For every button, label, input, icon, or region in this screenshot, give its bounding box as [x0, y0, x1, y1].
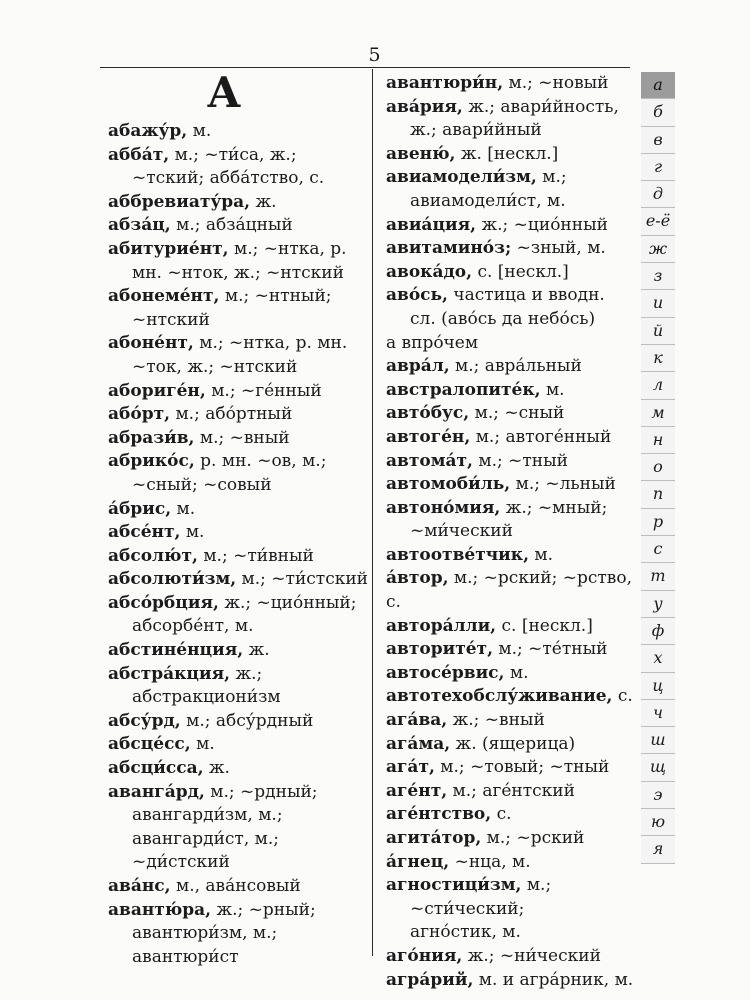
dictionary-entry: [108, 191, 370, 215]
dictionary-entry: [386, 945, 634, 969]
dictionary-entry: [386, 96, 634, 120]
dictionary-entry: [108, 899, 370, 923]
thumb-tab-20: у: [641, 591, 675, 618]
entry-headword: абсолюти́зм,: [108, 569, 237, 590]
entry-headword: ага́ма,: [386, 733, 451, 754]
dictionary-entry: [108, 474, 370, 498]
entry-headword: агита́тор,: [386, 828, 482, 848]
entry-headword: абрико́с,: [108, 451, 195, 472]
entry-definition: авантюри́зм, м.;: [132, 923, 278, 944]
entry-definition: авиамодели́ст, м.: [410, 190, 566, 211]
entry-definition: м.; ~ге́нный: [205, 380, 322, 401]
entry-headword: авиамодели́зм,: [386, 167, 537, 188]
thumb-tab-25: ш: [641, 727, 675, 754]
dictionary-entry: [108, 710, 370, 734]
entry-headword: автоге́н,: [386, 426, 471, 447]
dictionary-entry: [386, 190, 634, 214]
thumb-tab-22: х: [641, 645, 675, 672]
entry-headword: автома́т,: [386, 450, 473, 471]
entry-definition: ж.; ~рный;: [211, 899, 316, 920]
dictionary-entry: [108, 332, 370, 356]
entry-headword: абитурие́нт,: [108, 238, 229, 259]
dictionary-entry: [108, 144, 370, 168]
entry-headword: авока́до,: [386, 261, 473, 282]
thumb-tab-4: г: [641, 154, 675, 181]
dictionary-entry: [108, 568, 370, 592]
entry-definition: м.; ~рский; ~рство, с.: [386, 568, 633, 613]
dictionary-entry: [386, 544, 634, 568]
thumb-tab-6: е-ё: [641, 208, 675, 235]
thumb-tab-10: й: [641, 318, 675, 345]
entry-definition: ж.; авари́йность,: [462, 96, 619, 117]
entry-headword: а́гнец,: [386, 851, 450, 872]
dictionary-entry: [108, 498, 370, 522]
entry-definition: авантюри́ст: [132, 946, 239, 967]
entry-headword: абза́ц,: [108, 215, 171, 236]
entry-headword: абсолю́т,: [108, 545, 198, 566]
entry-headword: агра́рий,: [386, 969, 474, 990]
thumb-tab-26: щ: [641, 754, 675, 781]
entry-headword: аванга́рд,: [108, 781, 205, 802]
entry-headword: аге́нтство,: [386, 804, 492, 825]
entry-headword: авантюри́н,: [386, 73, 504, 93]
entry-definition: авангарди́ст, м.;: [132, 828, 279, 849]
entry-definition: м.; ~рский: [481, 828, 585, 848]
entry-headword: авеню́,: [386, 143, 456, 164]
entry-headword: автосе́рвис,: [386, 662, 505, 683]
dictionary-entry: [108, 663, 370, 687]
entry-definition: ж.;: [230, 663, 263, 684]
dictionary-entry: [386, 119, 634, 143]
dictionary-entry: [386, 898, 634, 922]
dictionary-entry: [386, 261, 634, 285]
dictionary-entry: [108, 356, 370, 380]
entry-definition: ~тский; абба́тство, с.: [132, 168, 325, 189]
right-column: [386, 72, 634, 992]
entry-definition: м.; ~рдный;: [204, 781, 318, 802]
dictionary-entry: [386, 426, 634, 450]
dictionary-entry: [386, 709, 634, 733]
dictionary-entry: [386, 567, 634, 614]
entry-headword: авра́л,: [386, 356, 450, 377]
entry-definition: абсорбе́нт, м.: [132, 616, 254, 637]
entry-definition: м.: [187, 121, 212, 141]
dictionary-entry: [386, 921, 634, 945]
entry-headword: авитамино́з;: [386, 238, 512, 259]
entry-definition: с. [нескл.]: [496, 615, 593, 636]
thumb-tab-17: р: [641, 509, 675, 536]
entry-definition: ж.; авари́йный: [410, 120, 542, 141]
dictionary-entry: [386, 379, 634, 403]
entry-headword: автоно́мия,: [386, 497, 501, 518]
dictionary-entry: [108, 757, 370, 781]
entry-headword: автора́лли,: [386, 615, 497, 636]
entry-headword: абоне́нт,: [108, 333, 194, 354]
thumb-tab-18: с: [641, 536, 675, 563]
dictionary-entry: [386, 851, 634, 875]
dictionary-entry: [108, 262, 370, 286]
thumb-tab-12: л: [641, 372, 675, 399]
entry-headword: а́брис,: [108, 498, 172, 519]
thumb-tab-8: з: [641, 263, 675, 290]
dictionary-entry: [108, 214, 370, 238]
entry-definition: м.: [171, 498, 196, 519]
entry-definition: м.; ~ти́вный: [197, 545, 314, 566]
dictionary-entry: [386, 284, 634, 308]
entry-headword: авто́бус,: [386, 403, 470, 424]
dictionary-entry: [108, 238, 370, 262]
dictionary-entry: [386, 520, 634, 544]
entry-definition: р. мн. ~ов, м.;: [194, 451, 327, 472]
dictionary-entry: [108, 686, 370, 710]
entry-definition: м.: [504, 662, 529, 683]
entry-definition: м.; абсу́рдный: [180, 710, 314, 731]
dictionary-entry: [386, 166, 634, 190]
entry-definition: ~ди́стский: [132, 852, 230, 873]
dictionary-entry: [386, 780, 634, 804]
thumb-tab-5: д: [641, 181, 675, 208]
entry-definition: м.; ~товый; ~тный: [434, 757, 610, 778]
entry-definition: абстракциони́зм: [132, 687, 281, 708]
dictionary-entry: [386, 803, 634, 827]
entry-definition: ~ми́ческий: [410, 521, 513, 542]
entry-headword: аге́нт,: [386, 780, 448, 801]
entry-definition: мн. ~нток, ж.; ~нтский: [132, 262, 344, 283]
entry-definition: ~нца, м.: [449, 851, 531, 872]
dictionary-entry: [108, 167, 370, 191]
dictionary-entry: [386, 638, 634, 662]
page-number: 5: [368, 44, 382, 66]
entry-definition: м.;: [521, 875, 552, 896]
dictionary-entry: [386, 355, 634, 379]
dictionary-entry: [386, 827, 634, 851]
entry-headword: абсо́рбция,: [108, 592, 219, 613]
entry-definition: м.: [190, 734, 215, 755]
dictionary-entry: [386, 874, 634, 898]
dictionary-entry: [386, 969, 634, 993]
dictionary-entry: [108, 592, 370, 616]
entry-definition: ж.: [243, 640, 270, 661]
entry-definition: м., ава́нсовый: [170, 876, 301, 896]
dictionary-entry: [386, 473, 634, 497]
entry-headword: ава́рия,: [386, 96, 463, 117]
entry-definition: сл. (аво́сь да небо́сь): [410, 308, 596, 329]
entry-definition: м.; ~ти́са, ж.;: [169, 144, 297, 165]
entry-definition: ~сный; ~совый: [132, 474, 272, 495]
entry-headword: абстра́кция,: [108, 663, 231, 684]
entry-headword: авиа́ция,: [386, 214, 477, 235]
dictionary-entry: [108, 403, 370, 427]
entry-headword: аббревиату́ра,: [108, 191, 251, 212]
entry-definition: м.; абза́цный: [170, 215, 293, 236]
entry-definition: м.; ~новый: [503, 73, 609, 93]
thumb-tab-7: ж: [641, 236, 675, 263]
dictionary-entry: [386, 143, 634, 167]
dictionary-entry: [108, 120, 370, 144]
left-column: [108, 68, 370, 969]
entry-headword: абрази́в,: [108, 427, 195, 448]
entry-headword: абонеме́нт,: [108, 286, 220, 307]
entry-definition: м.;: [536, 167, 567, 188]
thumb-tab-16: п: [641, 481, 675, 508]
entry-headword: або́рт,: [108, 404, 171, 425]
dictionary-entry: [108, 804, 370, 828]
dictionary-entry: [386, 237, 634, 261]
entry-headword: абстине́нция,: [108, 640, 244, 661]
entry-headword: автотехобслу́живание,: [386, 686, 613, 707]
entry-definition: а впро́чем: [386, 332, 479, 353]
column-divider: [372, 69, 373, 956]
entry-headword: ава́нс,: [108, 876, 171, 896]
entry-definition: частица и вводн.: [447, 285, 605, 306]
entry-definition: ж. [нескл.]: [455, 143, 559, 164]
dictionary-entry: [386, 615, 634, 639]
dictionary-entry: [108, 851, 370, 875]
entry-definition: ~сти́ческий;: [410, 898, 525, 919]
dictionary-entry: [108, 875, 370, 899]
entry-headword: абба́т,: [108, 144, 170, 165]
entry-definition: м.; ~ти́стский: [236, 569, 369, 590]
entry-definition: с.: [491, 804, 512, 825]
entry-headword: автоотве́тчик,: [386, 544, 529, 565]
dictionary-entry: [108, 427, 370, 451]
thumb-tab-14: н: [641, 427, 675, 454]
entry-definition: ж.; ~вный: [447, 710, 545, 731]
dictionary-entry: [108, 450, 370, 474]
entry-definition: м.; ~льный: [510, 474, 616, 495]
entry-definition: м.: [528, 544, 554, 565]
entry-definition: м.; автоге́нный: [470, 426, 612, 447]
thumb-tab-23: ц: [641, 673, 675, 700]
entry-definition: авангарди́зм, м.;: [132, 805, 283, 826]
entry-definition: м.; ~сный: [469, 403, 565, 424]
entry-definition: ж.; ~цио́нный: [476, 214, 608, 235]
entry-definition: агно́стик, м.: [410, 922, 521, 943]
entry-definition: с. [нескл.]: [472, 261, 569, 282]
entry-headword: абсе́нт,: [108, 522, 181, 543]
dictionary-entry: [386, 450, 634, 474]
entry-definition: м.; ~нтка, р. мн.: [193, 333, 348, 354]
entry-headword: абсци́сса,: [108, 758, 204, 779]
dictionary-entry: [108, 946, 370, 970]
thumb-tab-19: т: [641, 563, 675, 590]
dictionary-entry: [108, 922, 370, 946]
dictionary-entry: [108, 309, 370, 333]
entry-definition: м.; ~тный: [472, 450, 568, 471]
entry-headword: автомоби́ль,: [386, 474, 511, 495]
dictionary-entry: [108, 521, 370, 545]
entry-definition: м. и агра́рник, м.: [473, 969, 634, 990]
letter-heading: А: [206, 68, 242, 117]
entry-headword: абсце́сс,: [108, 734, 191, 755]
entry-headword: австралопите́к,: [386, 379, 541, 400]
thumb-tab-1: а: [641, 72, 675, 99]
entry-definition: ~зный, м.: [511, 238, 606, 259]
entry-headword: ага́т,: [386, 757, 435, 778]
entry-headword: а́втор,: [386, 568, 449, 589]
dictionary-entry: [386, 402, 634, 426]
entry-definition: с.: [612, 686, 633, 707]
entry-headword: агностици́зм,: [386, 875, 522, 896]
entry-headword: абсу́рд,: [108, 710, 181, 731]
entry-definition: м.; ~нтный;: [219, 286, 332, 307]
entry-definition: ж. (ящерица): [450, 733, 576, 754]
thumb-tab-15: о: [641, 454, 675, 481]
thumb-tab-24: ч: [641, 700, 675, 727]
dictionary-entry: [386, 308, 634, 332]
entry-definition: м.: [180, 522, 205, 543]
thumb-tab-29: я: [641, 836, 675, 863]
dictionary-entry: [386, 332, 634, 356]
dictionary-entry: [386, 756, 634, 780]
dictionary-entry: [386, 685, 634, 709]
entry-definition: ж.; ~мный;: [500, 497, 608, 518]
entry-definition: ж.: [203, 758, 230, 779]
entry-definition: м.; авра́льный: [449, 356, 582, 377]
entry-headword: абориге́н,: [108, 380, 206, 401]
thumb-tab-3: в: [641, 127, 675, 154]
dictionary-entry: [386, 72, 634, 96]
entry-headword: аго́ния,: [386, 945, 463, 966]
dictionary-entry: [386, 733, 634, 757]
thumb-tab-27: э: [641, 782, 675, 809]
entry-definition: м.: [540, 379, 565, 400]
dictionary-entry: [108, 828, 370, 852]
entry-definition: ж.; ~ни́ческий: [462, 945, 601, 966]
dictionary-entry: [386, 497, 634, 521]
entry-definition: ~ток, ж.; ~нтский: [132, 356, 298, 377]
entry-definition: ж.; ~цио́нный;: [218, 592, 357, 613]
dictionary-entry: [108, 639, 370, 663]
thumb-tab-28: ю: [641, 809, 675, 836]
entry-headword: ага́ва,: [386, 710, 448, 731]
dictionary-entry: [108, 615, 370, 639]
thumb-tab-9: и: [641, 290, 675, 317]
entry-headword: абажу́р,: [108, 121, 188, 141]
thumb-tab-11: к: [641, 345, 675, 372]
dictionary-entry: [108, 545, 370, 569]
entry-definition: м.; ~те́тный: [493, 639, 608, 660]
dictionary-entry: [386, 662, 634, 686]
thumb-tab-2: б: [641, 99, 675, 126]
entry-definition: м.; або́ртный: [170, 404, 293, 425]
thumb-tab-13: м: [641, 400, 675, 427]
entry-headword: аво́сь,: [386, 285, 448, 306]
thumb-index: [641, 72, 675, 864]
dictionary-entry: [108, 781, 370, 805]
thumb-tab-21: ф: [641, 618, 675, 645]
dictionary-entry: [108, 380, 370, 404]
entry-definition: м.; ~нтка, р.: [228, 238, 347, 259]
entry-definition: ж.: [250, 191, 277, 212]
entry-headword: авантю́ра,: [108, 899, 212, 920]
dictionary-entry: [108, 285, 370, 309]
entry-definition: м.; аге́нтский: [447, 780, 575, 801]
entry-headword: авторите́т,: [386, 639, 493, 660]
entry-definition: м.; ~вный: [194, 427, 290, 448]
dictionary-entry: [108, 733, 370, 757]
entry-definition: ~нтский: [132, 309, 210, 330]
dictionary-entry: [386, 214, 634, 238]
